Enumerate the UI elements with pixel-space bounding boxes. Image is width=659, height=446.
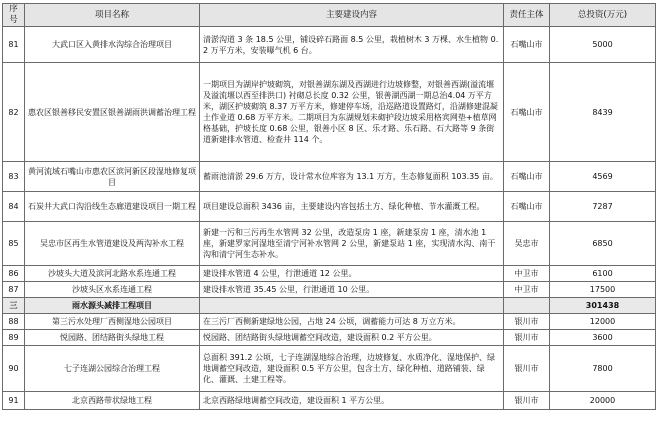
cell-entity: 吴忠市 [504, 222, 550, 266]
table-row [3, 63, 656, 162]
cell-content: 项目建设总面积 3436 亩，主要建设内容包括土方、绿化种植、节水灌溉工程。 [200, 192, 504, 222]
cell-seq: 82 [3, 63, 25, 162]
header-entity: 责任主体 [504, 4, 550, 27]
cell-name: 黄河流域石嘴山市惠农区滨河新区段湿地修复项目 [25, 162, 200, 192]
table-row [3, 222, 656, 266]
cell-name: 惠农区银善移民安置区银善湖雨洪调蓄治理工程 [25, 63, 200, 162]
header-investment: 总投资(万元) [550, 4, 656, 27]
cell-entity: 石嘴山市 [504, 63, 550, 162]
cell-content: 建设排水管道 4 公里，行泄通道 12 公里。 [200, 266, 504, 282]
cell-content: 悦园路、团结路街头绿地调蓄空间改造，建设面积 0.2 平方公里。 [200, 330, 504, 346]
cell-content: 新建一污和三污再生水管网 32 公里，改造泵房 1 座，新建泵房 1 座，清水池 1 座，新建罗家河湿地至清宁河补水管网 2 公里，新建泵站 1 座，实现清水沟、南干沟和清宁河生态补水。 [200, 222, 504, 266]
cell-entity: 银川市 [504, 330, 550, 346]
header-seq: 序号 [3, 4, 25, 27]
cell-content: 清淤沟道 3 条 18.5 公里，铺设碎石路面 8.5 公里，栽植树木 3 万棵、水生植物 0.2 万平方米，安装曝气机 6 台。 [200, 27, 504, 63]
header-content: 主要建设内容 [200, 4, 504, 27]
cell-entity: 石嘴山市 [504, 27, 550, 63]
cell-seq: 86 [3, 266, 25, 282]
cell-name: 吴忠市区再生水管道建设及两沟补水工程 [25, 222, 200, 266]
cell-content: 在三污厂西侧新建绿地公园，占地 24 公顷，调蓄能力可达 8 万立方米。 [200, 314, 504, 330]
cell-investment: 7287 [550, 192, 656, 222]
cell-content: 蓄雨池清淤 29.6 万方，设计常水位库容为 13.1 万方，生态修复面积 103.35 亩。 [200, 162, 504, 192]
cell-seq: 85 [3, 222, 25, 266]
table-row [3, 192, 656, 222]
cell-investment: 6850 [550, 222, 656, 266]
table-row [3, 162, 656, 192]
table-row [3, 330, 656, 346]
section-row [3, 298, 656, 314]
cell-seq: 88 [3, 314, 25, 330]
cell-seq: 81 [3, 27, 25, 63]
cell-content: 一期项目为湖岸护坡砌筑，对银善湖东湖及西湖进行边坡修整，对银善西湖(溢流堰及溢流堰以西至排洪口) 衬砌总长度 0.32 公里，银善湖西湖一期总治4.04 万平方米，湖区护坡砌筑 8.37 万平方米，修建停车场，沿巡路道设置路灯，沿湖修建混凝土作业道 0.68 万平方米。二期项目为东湖规划未砌护段边坡采用格宾网垫+植草网格基础，护坡长度 0.68 公里，银善小区 8 区、乐才路、乐石路、石大路等 9 条街道新建排水管道、检查井 114 个。 [200, 63, 504, 162]
table-header-row [3, 4, 656, 27]
cell-investment: 6100 [550, 266, 656, 282]
section-name: 雨水源头减排工程项目 [25, 298, 200, 314]
cell-name: 大武口区入黄排水沟综合治理项目 [25, 27, 200, 63]
section-seq: 三 [3, 298, 25, 314]
cell-investment: 8439 [550, 63, 656, 162]
section-entity [504, 298, 550, 314]
table-row [3, 27, 656, 63]
table-row [3, 392, 656, 410]
cell-name: 沙坡头大道及滨河北路水系连通工程 [25, 266, 200, 282]
header-name: 项目名称 [25, 4, 200, 27]
cell-entity: 银川市 [504, 392, 550, 410]
cell-seq: 91 [3, 392, 25, 410]
cell-seq: 87 [3, 282, 25, 298]
table-row [3, 346, 656, 392]
cell-name: 石炭井大武口沟沿线生态廊道建设项目一期工程 [25, 192, 200, 222]
cell-investment: 7800 [550, 346, 656, 392]
cell-seq: 89 [3, 330, 25, 346]
cell-name: 第三污水处理厂西侧湿地公园项目 [25, 314, 200, 330]
cell-seq: 84 [3, 192, 25, 222]
cell-content: 总面积 391.2 公顷，七子连湖湿地综合治理，边坡修复、水质净化、湿地保护、绿地调蓄空间改造，建设面积 0.5 平方公里，包含土方、绿化种植、道路铺装、绿化、灌溉、土建工程等。 [200, 346, 504, 392]
section-investment: 301438 [550, 298, 656, 314]
cell-content: 建设排水管道 35.45 公里，行泄通道 10 公里。 [200, 282, 504, 298]
cell-entity: 石嘴山市 [504, 192, 550, 222]
cell-investment: 3600 [550, 330, 656, 346]
cell-seq: 90 [3, 346, 25, 392]
cell-name: 沙坡头区水系连通工程 [25, 282, 200, 298]
cell-name: 悦园路、团结路街头绿地工程 [25, 330, 200, 346]
cell-investment: 5000 [550, 27, 656, 63]
cell-investment: 4569 [550, 162, 656, 192]
cell-entity: 银川市 [504, 314, 550, 330]
cell-investment: 20000 [550, 392, 656, 410]
cell-entity: 中卫市 [504, 266, 550, 282]
cell-investment: 17500 [550, 282, 656, 298]
cell-content: 北京西路绿地调蓄空间改造，建设面积 1 平方公里。 [200, 392, 504, 410]
cell-name: 七子连湖公园综合治理工程 [25, 346, 200, 392]
project-table [2, 3, 656, 410]
cell-seq: 83 [3, 162, 25, 192]
table-row [3, 266, 656, 282]
cell-entity: 中卫市 [504, 282, 550, 298]
cell-entity: 银川市 [504, 346, 550, 392]
table-row [3, 314, 656, 330]
cell-name: 北京西路带状绿地工程 [25, 392, 200, 410]
table-body [3, 27, 656, 410]
cell-investment: 12000 [550, 314, 656, 330]
table-row [3, 282, 656, 298]
section-content [200, 298, 504, 314]
cell-entity: 石嘴山市 [504, 162, 550, 192]
